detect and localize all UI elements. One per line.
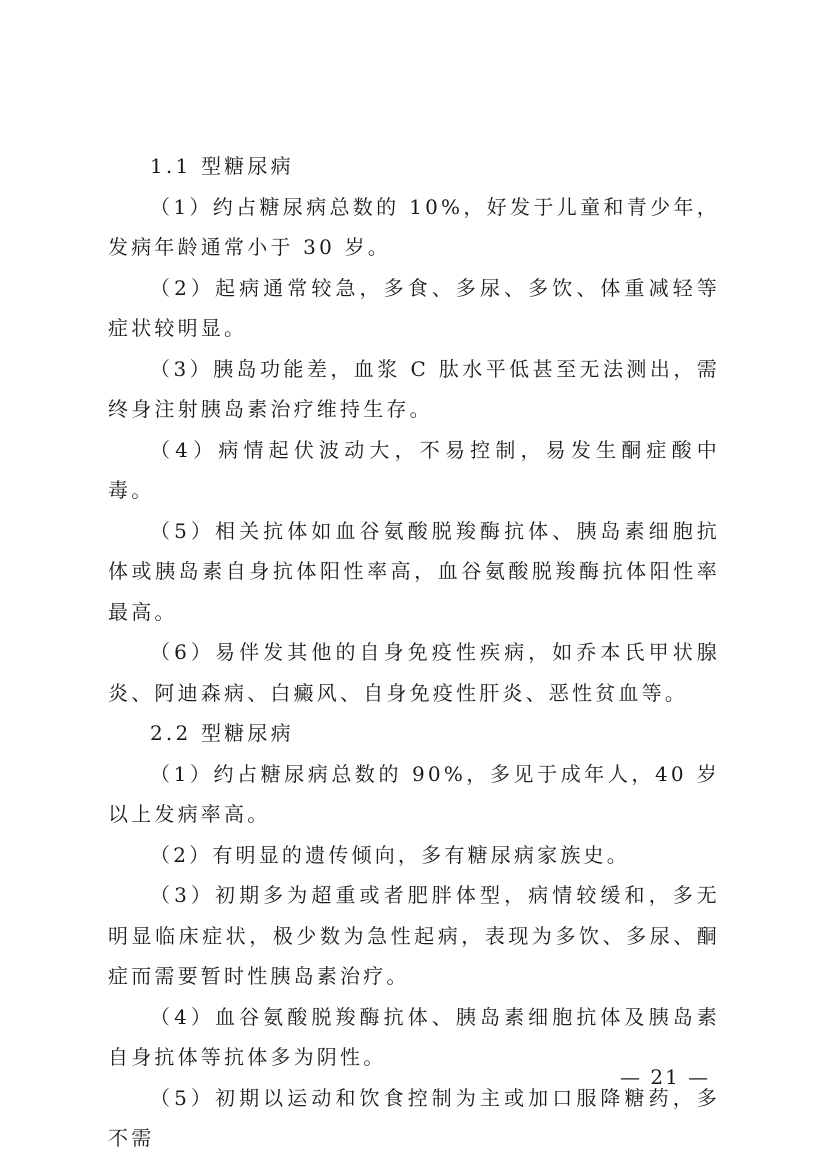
paragraph: （5）相关抗体如血谷氨酸脱羧酶抗体、胰岛素细胞抗体或胰岛素自身抗体阳性率高，血谷氨酸脱羧酶抗体阳性率最高。: [108, 518, 720, 624]
page-number: — 21 —: [620, 1065, 711, 1089]
paragraph: （3）初期多为超重或者肥胖体型，病情较缓和，多无明显临床症状，极少数为急性起病，表现为多饮、多尿、酮症而需要暂时性胰岛素治疗。: [108, 883, 720, 988]
document-body: [108, 146, 720, 1159]
paragraph: （5）初期以运动和饮食控制为主或加口服降糖药，多不需: [108, 1085, 720, 1150]
paragraph: （3）胰岛功能差，血浆 C 肽水平低甚至无法测出，需终身注射胰岛素治疗维持生存。: [108, 356, 720, 421]
paragraph: （1）约占糖尿病总数的 90%，多见于成年人，40 岁以上发病率高。: [108, 761, 720, 826]
paragraph: （2）起病通常较急，多食、多尿、多饮、体重减轻等症状较明显。: [108, 275, 720, 340]
section-heading-type2: 2.2 型糖尿病: [150, 721, 294, 745]
paragraph: （4）病情起伏波动大，不易控制，易发生酮症酸中毒。: [108, 437, 720, 502]
paragraph: （1）约占糖尿病总数的 10%，好发于儿童和青少年，发病年龄通常小于 30 岁。: [108, 194, 720, 259]
section-heading-type1: 1.1 型糖尿病: [150, 154, 294, 178]
paragraph: （2）有明显的遗传倾向，多有糖尿病家族史。: [150, 842, 630, 867]
paragraph: （4）血谷氨酸脱羧酶抗体、胰岛素细胞抗体及胰岛素自身抗体等抗体多为阴性。: [108, 1004, 720, 1069]
paragraph: （6）易伴发其他的自身免疫性疾病，如乔本氏甲状腺炎、阿迪森病、白癜风、自身免疫性肝炎、恶性贫血等。: [108, 640, 720, 705]
